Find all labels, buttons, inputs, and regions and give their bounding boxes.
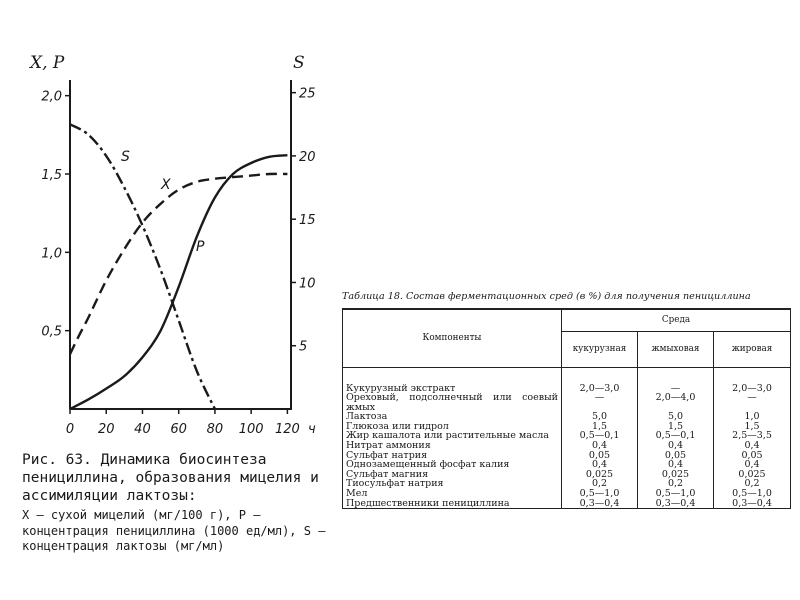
component-name: Предшественники пенициллина (343, 499, 562, 509)
component-value: 0,4 (714, 441, 791, 451)
header-col-corn: кукурузная (562, 331, 638, 367)
x-tick-label: 80 (206, 422, 224, 437)
header-col-fat: жировая (714, 331, 791, 367)
component-value: 0,4 (714, 460, 791, 470)
component-value: 0,05 (638, 451, 714, 461)
table-row (343, 367, 791, 393)
figure-caption (22, 451, 332, 555)
x-tick-label: 0 (65, 422, 75, 437)
component-value: 1,5 (638, 422, 714, 432)
right-tick-label: 5 (299, 339, 308, 355)
x-tick-label: 120 (274, 422, 300, 437)
series-X-line (70, 174, 287, 354)
component-value: 0,05 (714, 451, 791, 461)
left-tick-label: 0,5 (41, 324, 62, 340)
component-value: 0,2 (714, 479, 791, 489)
series-X-label: X (161, 177, 171, 193)
component-value: 0,5—0,1 (562, 431, 638, 441)
series-S-label: S (121, 149, 130, 165)
component-value: 0,3—0,4 (714, 499, 791, 509)
component-name: Тиосульфат натрия (343, 479, 562, 489)
series-S-line (70, 124, 215, 409)
component-value: 2,0—3,0 (714, 367, 791, 393)
component-name: Лактоза (343, 412, 562, 422)
component-value: 0,5—1,0 (714, 489, 791, 499)
header-col-cake: жмыховая (638, 331, 714, 367)
component-value: 0,4 (638, 460, 714, 470)
component-value: 0,5—1,0 (562, 489, 638, 499)
right-tick-label: 20 (299, 149, 316, 165)
component-value: 2,5—3,5 (714, 431, 791, 441)
component-value: — (638, 367, 714, 393)
table-row (343, 479, 791, 489)
component-name: Сульфат магния (343, 470, 562, 480)
series-P-line (70, 155, 287, 409)
component-value: 0,4 (562, 441, 638, 451)
left-axis-label: X, P (30, 53, 65, 73)
component-name: Нитрат аммония (343, 441, 562, 451)
component-value: 0,4 (638, 441, 714, 451)
fermentation-media-table (342, 308, 790, 509)
table-row (343, 499, 791, 509)
component-value: 0,3—0,4 (562, 499, 638, 509)
component-value: 0,4 (562, 460, 638, 470)
component-value: 0,025 (638, 470, 714, 480)
component-name: Ореховый, подсолнечный или соевый жмых (343, 393, 562, 412)
right-tick-label: 25 (299, 86, 316, 102)
component-name: Жир кашалота или растительные масла (343, 431, 562, 441)
header-components: Компоненты (343, 309, 562, 367)
left-tick-label: 2,0 (41, 89, 62, 105)
component-value: 0,5—1,0 (638, 489, 714, 499)
caption-title: Рис. 63. Динамика биосинтеза пенициллина, образования мицелия и ассимиляции лактозы: (22, 452, 319, 504)
left-tick-label: 1,5 (41, 168, 62, 183)
x-tick-label: 100 (238, 422, 264, 437)
right-axis-label: S (293, 53, 305, 73)
component-name: Кукурузный экстракт (343, 367, 562, 393)
component-name: Мел (343, 489, 562, 499)
component-name: Однозамещенный фосфат калия (343, 460, 562, 470)
x-axis-unit: ч (308, 422, 316, 437)
component-value: 0,025 (562, 470, 638, 480)
header-medium: Среда (562, 309, 791, 331)
component-value: 1,5 (714, 422, 791, 432)
penicillin-biosynthesis-chart (0, 0, 340, 440)
right-tick-label: 15 (299, 213, 316, 229)
x-tick-label: 40 (134, 422, 151, 437)
table-row (343, 393, 791, 412)
caption-legend: X — сухой мицелий (мг/100 г), P — концентрация пенициллина (1000 ед/мл), S — концентрация лактозы (мг/мл) (22, 508, 326, 553)
table-title: Таблица 18. Состав ферментационных сред (в %) для получения пенициллина (342, 291, 751, 302)
component-value: 1,5 (562, 422, 638, 432)
component-value: 0,3—0,4 (638, 499, 714, 509)
series-P-label: P (196, 239, 205, 255)
component-value: 0,05 (562, 451, 638, 461)
left-tick-label: 1,0 (41, 246, 62, 262)
component-name: Глюкоза или гидрол (343, 422, 562, 432)
x-tick-label: 20 (97, 422, 115, 437)
component-value: 5,0 (562, 412, 638, 422)
component-value: — (562, 393, 638, 412)
component-value: 0,2 (562, 479, 638, 489)
component-value: 2,0—4,0 (638, 393, 714, 412)
component-value: 1,0 (714, 412, 791, 422)
component-value: 2,0—3,0 (562, 367, 638, 393)
component-value: 5,0 (638, 412, 714, 422)
component-value: 0,025 (714, 470, 791, 480)
component-value: 0,5—0,1 (638, 431, 714, 441)
component-name: Сульфат натрия (343, 451, 562, 461)
x-tick-label: 60 (170, 422, 187, 437)
component-value: — (714, 393, 791, 412)
right-tick-label: 10 (299, 276, 316, 292)
component-value: 0,2 (638, 479, 714, 489)
